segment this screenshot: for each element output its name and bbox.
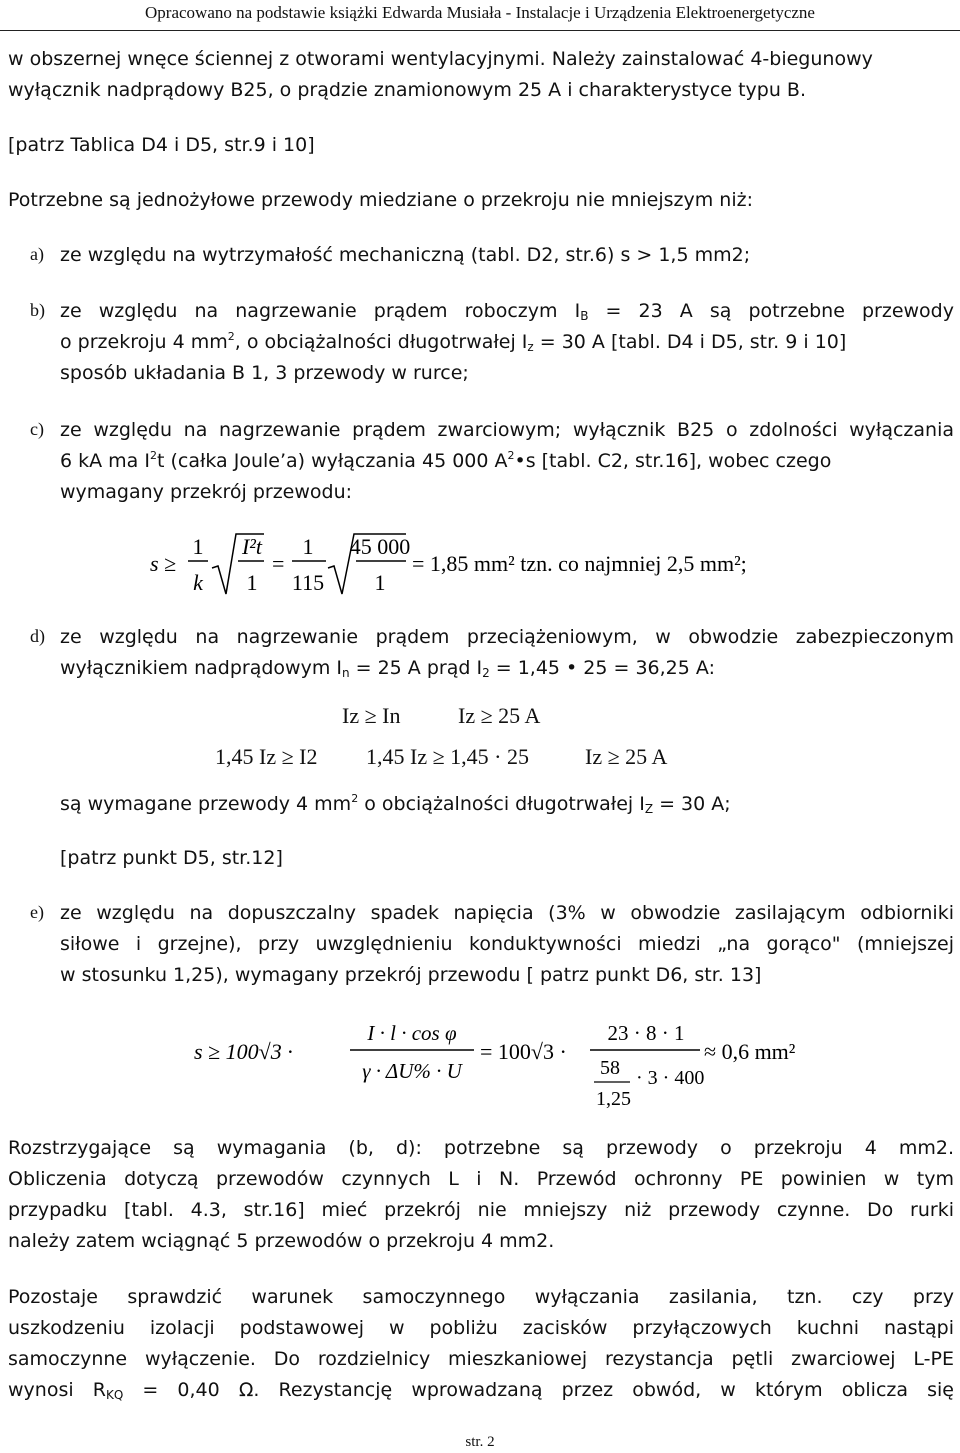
condition-4: 1,45 Iz ≥ 1,45 · 25 (366, 744, 529, 769)
requirements-intro: Potrzebne są jednożyłowe przewody miedziane o przekroju nie mniejszym niż: (8, 189, 753, 211)
item-a-label: a) (30, 244, 44, 264)
item-d-line-1: ze względu na nagrzewanie prądem przeciążeniowym, w obwodzie zabezpieczonym (60, 626, 954, 648)
svg-text:1: 1 (192, 534, 204, 559)
item-e-label: e) (30, 902, 44, 922)
condition-1: Iz ≥ In (342, 703, 401, 728)
final-paragraph: Pozostaje sprawdzić warunek samoczynnego wyłączania zasilania, tzn. czy przy uszkodzeniu izolacji podstawowej w pobliżu zacisków przyłączowych kuchni nastąpi samoczynne wyłączenie. Do rozdzielnicy mieszkaniowej rezystancja pętli zwarciowej L-PE wynosi $R_{KQ} = 0,40$ Ω. Rezystancję wprowadzaną przez obwód, w którym oblicza się (8, 1282, 954, 1406)
item-e-line-3: w stosunku 1,25), wymagany przekrój przewodu [ patrz punkt D6, str. 13] (60, 964, 762, 986)
item-d-conclusion-line: są wymagane przewody 4 $mm^2$ o obciążalności długotrwałej $I_Z = 30$ A; (60, 792, 731, 816)
item-b-line-1: ze względu na nagrzewanie prądem roboczym $I_B = 23$ A są potrzebne przewody (60, 300, 954, 323)
summary-paragraph: Rozstrzygające są wymagania (b, d): potrzebne są przewody o przekroju 4 mm2. Obliczenia dotyczą przewodów czynnych L i N. Przewód ochronny PE powinien w tym przypadku [tabl. 4.3, str.16] mieć przekrój nie mniejszy niż przewody czynne. Do rurki należy zatem wciągnąć 5 przewodów o przekroju 4 mm2. (8, 1137, 954, 1252)
condition-3: 1,45 Iz ≥ I2 (215, 744, 318, 769)
svg-text:1: 1 (302, 534, 314, 559)
svg-text:· 3 · 400: · 3 · 400 (636, 1067, 705, 1089)
item-b-label: b) (30, 300, 45, 320)
item-b-line-3: sposób układania B 1, 3 przewody w rurce; (60, 362, 469, 384)
svg-text:1: 1 (246, 570, 258, 595)
svg-text:= 100√3 ·: = 100√3 · (480, 1039, 567, 1064)
item-c-text (60, 415, 954, 508)
svg-text:γ · ΔU% · U: γ · ΔU% · U (362, 1059, 462, 1083)
formula1-lhs: s ≥ (150, 551, 177, 576)
svg-text:=: = (272, 551, 285, 576)
item-a-text: ze względu na wytrzymałość mechaniczną (tabl. D2, str.6) s > 1,5 mm2; (60, 244, 751, 266)
svg-text:I²t: I²t (241, 534, 263, 559)
svg-text:≈ 0,6 mm²: ≈ 0,6 mm² (704, 1039, 796, 1064)
item-c-line-3: wymagany przekrój przewodu: (60, 481, 353, 503)
intro-line-2: wyłącznik nadprądowy B25, o prądzie znamionowym 25 A i charakterystyce typu B. (8, 79, 806, 101)
item-d-label: d) (30, 626, 45, 646)
intro-line-1: w obszernej wnęce ściennej z otworami wentylacyjnymi. Należy zainstalować 4-biegunowy (8, 48, 873, 70)
svg-text:45 000: 45 000 (349, 534, 411, 559)
condition-2: Iz ≥ 25 A (458, 703, 541, 728)
svg-text:115: 115 (291, 570, 325, 595)
svg-text:23 · 8 · 1: 23 · 8 · 1 (607, 1021, 685, 1045)
final-line-4: wynosi $R_{KQ} = 0,40$ Ω. Rezystancję wprowadzaną przez obwód, w którym oblicza się (8, 1379, 954, 1402)
intro-paragraph (8, 44, 954, 106)
page-number: str. 2 (465, 1434, 495, 1450)
voltage-drop-formula (190, 1012, 796, 1112)
intro-reference: [patrz Tablica D4 i D5, str.9 i 10] (8, 134, 315, 156)
item-d-line-2: wyłącznikiem nadprądowym $I_n = 25$ A prąd $I_2 = 1,45$ • 25 = 36,25 A: (60, 657, 715, 680)
item-d-text (60, 622, 954, 684)
item-e-line-1: ze względu na dopuszczalny spadek napięcia (3% w obwodzie zasilającym odbiorniki (60, 902, 954, 924)
svg-text:58: 58 (600, 1057, 620, 1079)
item-c-line-2: 6 kA ma $I^2t$ (całka Joule’a) wyłączania 45 000 $A^2•s$ [tabl. C2, str.16], wobec czego (60, 449, 832, 472)
page-header: Opracowano na podstawie książki Edwarda Musiała - Instalacje i Urządzenia Elektroenergetyczne (0, 0, 960, 31)
item-e-text (60, 898, 954, 991)
formula1-result: = 1,85 mm² tzn. co najmniej 2,5 mm²; (412, 551, 747, 576)
item-c-line-1: ze względu na nagrzewanie prądem zwarciowym; wyłącznik B25 o zdolności wyłączania (60, 419, 954, 441)
svg-text:s ≥ 100√3 ·: s ≥ 100√3 · (194, 1039, 293, 1064)
cross-section-formula (140, 528, 780, 604)
item-b-text (60, 296, 954, 389)
svg-text:I · l · cos φ: I · l · cos φ (367, 1021, 457, 1045)
svg-text:1,25: 1,25 (596, 1088, 631, 1110)
item-d-conclusion (60, 789, 954, 820)
item-e-line-2: siłowe i grzejne), przy uwzględnieniu konduktywności miedzi „na gorąco" (mniejszej (60, 933, 954, 955)
item-c-label: c) (30, 419, 44, 439)
svg-text:k: k (193, 570, 203, 595)
svg-text:1: 1 (374, 570, 386, 595)
item-b-line-2: o przekroju 4 $mm^2$, o obciążalności długotrwałej $I_z = 30$ A [tabl. D4 i D5, str. 9 i 10] (60, 330, 847, 354)
condition-5: Iz ≥ 25 A (585, 744, 668, 769)
item-d-reference: [patrz punkt D5, str.12] (60, 847, 283, 869)
